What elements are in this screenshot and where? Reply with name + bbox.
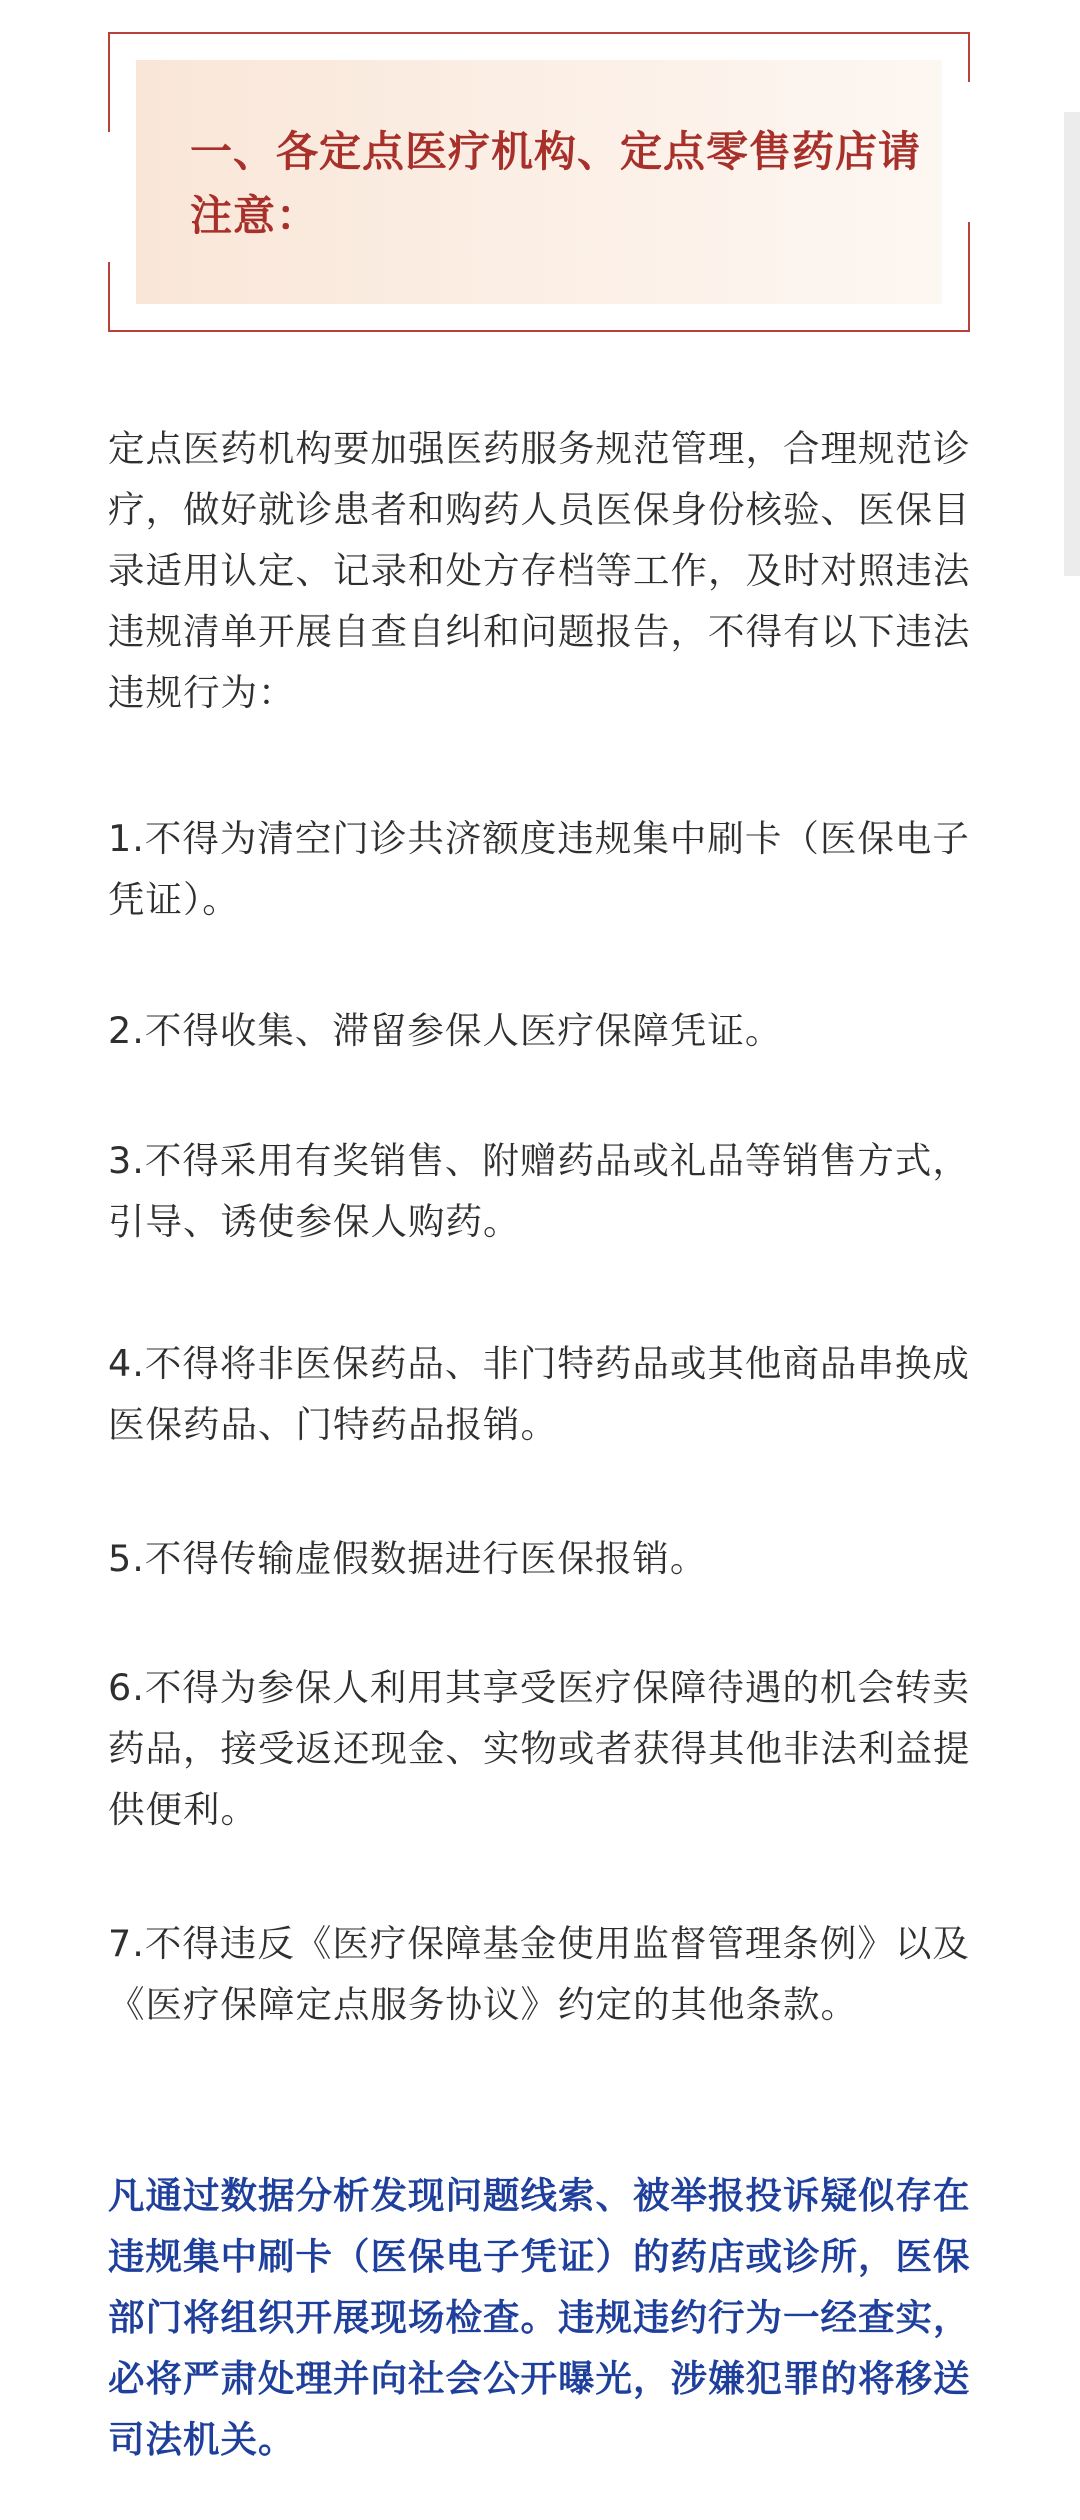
border-bottom [108,330,970,332]
list-item: 2.不得收集、滞留参保人医疗保障凭证。 [108,1009,783,1052]
notice-paragraph: 凡通过数据分析发现问题线索、被举报投诉疑似存在违规集中刷卡（医保电子凭证）的药店或诊所，医保部门将组织开展现场检查。违规违约行为一经查实，必将严肃处理并向社会公开曝光，涉嫌犯罪的将移送司法机关。 [108,2174,971,2461]
intro-paragraph: 定点医药机构要加强医药服务规范管理，合理规范诊疗，做好就诊患者和购药人员医保身份核验、医保目录适用认定、记录和处方存档等工作，及时对照违法违规清单开展自查自纠和问题报告，不得有以下违法违规行为： [108,427,971,714]
border-left-bottom [108,262,110,332]
scrollbar[interactable] [1064,112,1080,576]
border-right-top [968,32,970,82]
section-header-box [108,32,970,332]
section-title: 一、各定点医疗机构、定点零售药店请注意： [190,127,922,240]
list-item: 5.不得传输虚假数据进行医保报销。 [108,1537,708,1580]
list-item: 4.不得将非医保药品、非门特药品或其他商品串换成医保药品、门特药品报销。 [108,1342,970,1446]
list-item: 7.不得违反《医疗保障基金使用监督管理条例》以及《医疗保障定点服务协议》约定的其他条款。 [108,1922,970,2026]
list-item: 1.不得为清空门诊共济额度违规集中刷卡（医保电子凭证）。 [108,817,970,921]
border-right-bottom [968,222,970,332]
list-item: 3.不得采用有奖销售、附赠药品或礼品等销售方式，引导、诱使参保人购药。 [108,1139,970,1243]
border-left-top [108,32,110,132]
list-item: 6.不得为参保人利用其享受医疗保障待遇的机会转卖药品，接受返还现金、实物或者获得其他非法利益提供便利。 [108,1666,971,1831]
border-top [108,32,970,34]
